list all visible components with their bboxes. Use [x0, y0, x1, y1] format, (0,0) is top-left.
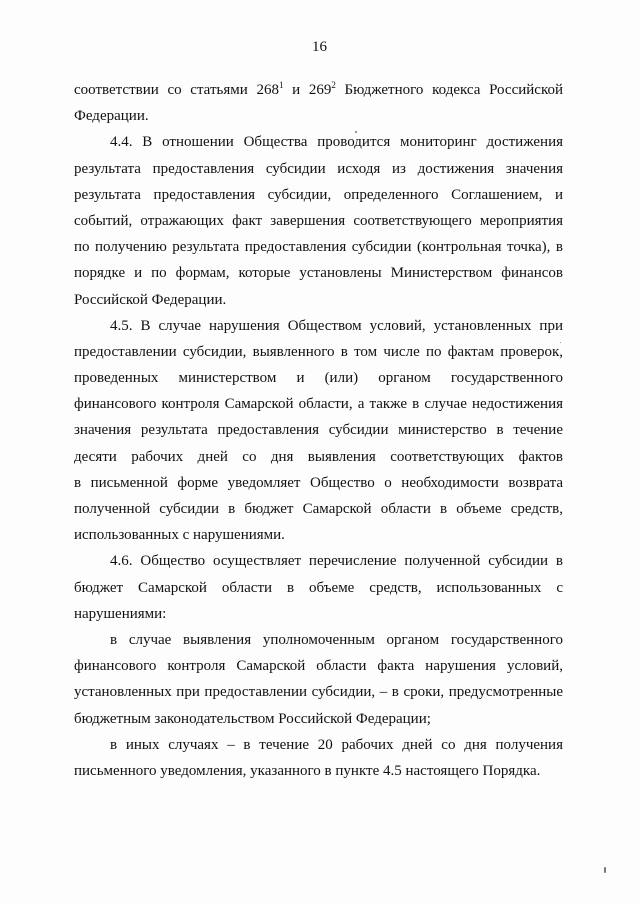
paragraph-4-4 [74, 129, 563, 312]
text-line: бюджет Самарской области в объеме средств, использованных с [74, 579, 563, 596]
paragraph-4-6-case-1 [74, 627, 563, 732]
text-line: 4.6. Общество осуществляет перечисление полученной субсидии в [110, 553, 563, 570]
text-line: бюджетным законодательством Российской Федерации; [74, 710, 431, 727]
text-fragment: соответствии со статьями 268 [74, 82, 279, 98]
scan-speck [560, 342, 561, 343]
text-line: в письменной форме уведомляет Общество о необходимости возврата [74, 474, 563, 491]
paragraph-continuation [74, 77, 563, 129]
text-line: Федерации. [74, 108, 149, 125]
text-line: в случае выявления уполномоченным органом государственного [110, 631, 563, 648]
footnote-superscript: 1 [278, 80, 284, 90]
text-line: по получению результата предоставления субсидии (контрольная точка), в [74, 239, 563, 256]
text-line: Российской Федерации. [74, 291, 227, 308]
paragraph-4-6 [74, 548, 563, 627]
text-line: десяти рабочих дней со дня выявления соответствующих фактов [74, 448, 563, 465]
document-body [74, 77, 563, 784]
footnote-superscript: 2 [331, 80, 336, 90]
paragraph-4-6-case-2 [74, 732, 563, 784]
text-line: финансового контроля Самарской области факта нарушения условий, [74, 658, 563, 675]
text-line: порядке и по формам, которые установлены Министерством финансов [74, 265, 563, 282]
text-fragment: Бюджетного кодекса Российской [335, 82, 563, 98]
text-line: в иных случаях – в течение 20 рабочих дней со дня получения [110, 736, 563, 753]
text-line: значения результата предоставления субсидии министерство в течение [74, 422, 563, 439]
text-line: результата предоставления субсидии исходя из достижения значения [74, 160, 563, 177]
text-line: полученной субсидии в бюджет Самарской области в объеме средств, [74, 501, 563, 517]
text-line: событий, отражающих факт завершения соответствующего мероприятия [74, 212, 563, 229]
text-line: предоставлении субсидии, выявленного в том числе по фактам проверок, [74, 343, 563, 360]
page-number: 16 [312, 39, 327, 55]
text-fragment: и 269 [283, 82, 332, 98]
text-line: финансового контроля Самарской области, а также в случае недостижения [74, 396, 563, 413]
text-line: установленных при предоставлении субсидии, – в сроки, предусмотренные [74, 684, 563, 701]
scan-speck [355, 131, 357, 133]
text-line: письменного уведомления, указанного в пункте 4.5 настоящего Порядка. [74, 762, 541, 779]
text-line: 4.4. В отношении Общества проводится мониторинг достижения [110, 134, 563, 151]
text-line [74, 77, 563, 103]
text-line: использованных с нарушениями. [74, 527, 285, 544]
text-line: 4.5. В случае нарушения Обществом условий, установленных при [110, 317, 563, 334]
text-line: нарушениями: [74, 605, 167, 622]
paragraph-4-5 [74, 313, 563, 549]
text-line: проведенных министерством и (или) органом государственного [74, 370, 563, 387]
scan-speck [604, 867, 606, 873]
text-line: результата предоставления субсидии, определенного Соглашением, и [74, 186, 563, 203]
